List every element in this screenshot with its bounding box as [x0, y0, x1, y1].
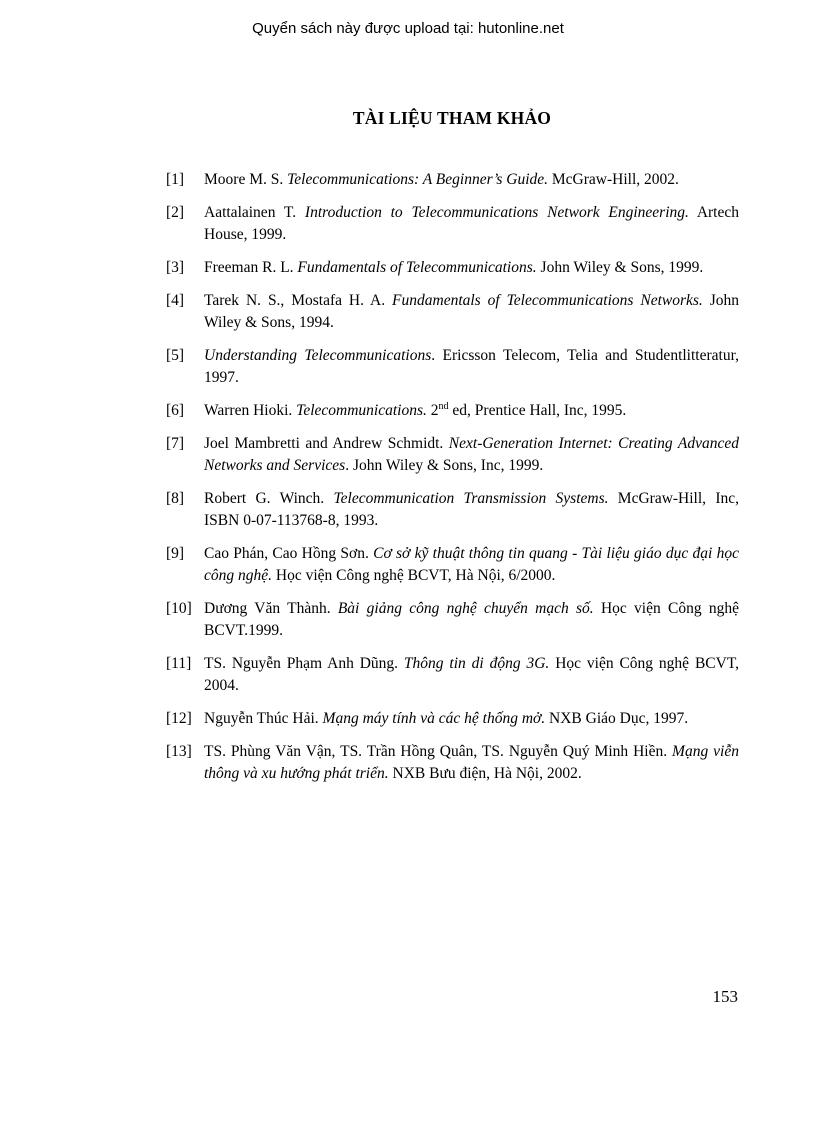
upload-watermark: Quyển sách này được upload tại: hutonline.net [252, 20, 564, 37]
reference-item [166, 653, 739, 697]
reference-number: [10] [166, 600, 192, 617]
reference-edition: 2 [426, 402, 439, 419]
reference-item [166, 257, 739, 279]
reference-publisher: Học viện Công nghệ BCVT, Hà Nội, 6/2000. [272, 567, 556, 584]
reference-title: Understanding Telecommunications [204, 347, 432, 364]
reference-authors: TS. Phùng Văn Vận, TS. Trần Hồng Quân, TS. Nguyễn Quý Minh Hiền. [204, 743, 673, 760]
reference-publisher: ed, Prentice Hall, Inc, 1995. [448, 402, 627, 419]
reference-item [166, 488, 739, 532]
reference-list [166, 169, 739, 796]
reference-number: [13] [166, 743, 192, 760]
reference-authors: Joel Mambretti and Andrew Schmidt. [204, 435, 449, 452]
reference-number: [3] [166, 259, 185, 276]
reference-text [204, 400, 739, 422]
reference-title: Next-Generation Internet: Creating Advanced Networks and Services [204, 435, 739, 474]
reference-item [166, 169, 739, 191]
reference-title: Cơ sở kỹ thuật thông tin quang - Tài liệu giáo dục đại học công nghệ. [204, 545, 739, 584]
page-title: TÀI LIỆU THAM KHẢO [352, 108, 552, 128]
reference-publisher: Artech House, 1999. [204, 204, 740, 243]
reference-title: Bài giảng công nghệ chuyển mạch số. [337, 600, 594, 617]
reference-authors: Tarek N. S., Mostafa H. A. [204, 292, 393, 309]
reference-publisher: John Wiley & Sons, 1994. [204, 292, 739, 331]
reference-item [166, 202, 739, 246]
reference-title: Introduction to Telecommunications Network Engineering. [304, 204, 689, 221]
reference-publisher: NXB Bưu điện, Hà Nội, 2002. [388, 765, 582, 782]
reference-title: Telecommunication Transmission Systems. [333, 490, 609, 507]
reference-publisher: McGraw-Hill, 2002. [548, 171, 679, 188]
reference-text [204, 488, 739, 532]
reference-number: [7] [166, 435, 185, 452]
reference-authors: TS. Nguyễn Phạm Anh Dũng. [204, 655, 404, 672]
reference-number: [1] [166, 171, 185, 188]
reference-number: [11] [166, 655, 192, 672]
reference-title: Telecommunications: A Beginner’s Guide. [287, 171, 549, 188]
reference-title: Telecommunications. [296, 402, 427, 419]
reference-text [204, 202, 739, 246]
reference-title: Fundamentals of Telecommunications Networks. [392, 292, 703, 309]
reference-authors: Nguyễn Thúc Hải. [204, 710, 323, 727]
reference-text [204, 433, 739, 477]
reference-publisher: McGraw-Hill, Inc, ISBN 0-07-113768-8, 1993. [204, 490, 740, 529]
reference-number: [2] [166, 204, 185, 221]
reference-item [166, 433, 739, 477]
reference-text [204, 543, 739, 587]
reference-authors: Warren Hioki. [204, 402, 297, 419]
reference-item [166, 400, 739, 422]
reference-number: [4] [166, 292, 185, 309]
reference-authors: Robert G. Winch. [204, 490, 334, 507]
page-number: 153 [712, 987, 738, 1006]
reference-item [166, 345, 739, 389]
reference-number: [12] [166, 710, 192, 727]
reference-publisher: . John Wiley & Sons, Inc, 1999. [345, 457, 544, 474]
reference-text [204, 345, 739, 389]
reference-text [204, 257, 739, 279]
reference-publisher: Học viện Công nghệ BCVT.1999. [204, 600, 739, 639]
reference-publisher: John Wiley & Sons, 1999. [536, 259, 704, 276]
reference-title: Mạng viễn thông và xu hướng phát triển. [204, 743, 739, 782]
reference-number: [6] [166, 402, 185, 419]
reference-text [204, 741, 739, 785]
reference-text [204, 653, 739, 697]
reference-text [204, 290, 739, 334]
reference-title: Mạng máy tính và các hệ thống mở. [322, 710, 546, 727]
reference-item [166, 543, 739, 587]
reference-authors: Moore M. S. [204, 171, 288, 188]
reference-item [166, 741, 739, 785]
reference-number: [9] [166, 545, 185, 562]
reference-item [166, 708, 739, 730]
reference-text [204, 708, 739, 730]
reference-item [166, 290, 739, 334]
reference-authors: Freeman R. L. [204, 259, 298, 276]
edition-superscript: nd [438, 400, 449, 412]
reference-title: Thông tin di động 3G. [403, 655, 550, 672]
reference-number: [5] [166, 347, 185, 364]
reference-authors: Cao Phán, Cao Hồng Sơn. [204, 545, 374, 562]
reference-item [166, 598, 739, 642]
reference-publisher: . Ericsson Telecom, Telia and Studentlitteratur, 1997. [204, 347, 739, 386]
reference-title: Fundamentals of Telecommunications. [297, 259, 537, 276]
reference-authors: Dương Văn Thành. [204, 600, 338, 617]
reference-text [204, 169, 739, 191]
reference-authors: Aattalainen T. [204, 204, 305, 221]
reference-number: [8] [166, 490, 185, 507]
reference-text [204, 598, 739, 642]
reference-publisher: Học viện Công nghệ BCVT, 2004. [204, 655, 740, 694]
reference-publisher: NXB Giáo Dục, 1997. [545, 710, 689, 727]
